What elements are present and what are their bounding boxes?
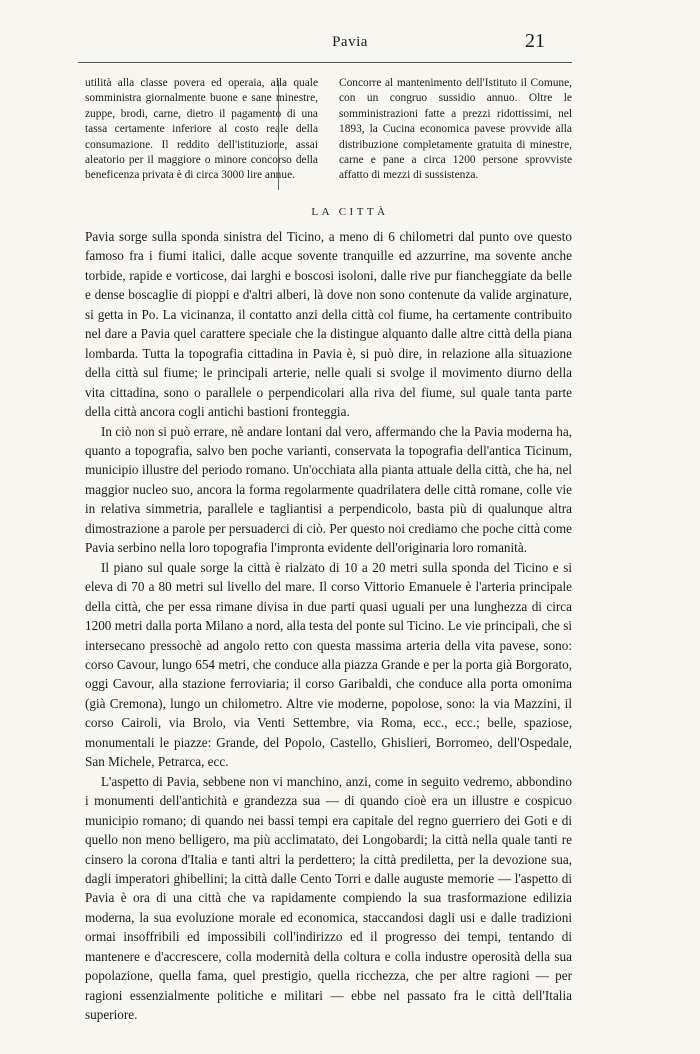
body-paragraph: Pavia sorge sulla sponda sinistra del Ticino, a meno di 6 chilometri dal punto ove questo famoso fra i fiumi italici, dalle acque sovente tranquille ed azzurrine, ma sovente anche torbide, rapide e vorticose, dai larghi e boscosi isoloni, dalle rive pur fiancheggiate da belle e dense boscaglie di pioppi e d'altri alberi, là dove non sono contenute da valide arginature, si getta in Po. La vicinanza, il contatto anzi della città col fiume, ha certamente contribuito nel dare a Pavia quel carattere speciale che la distingue alquanto dalle altre città della piana lombarda. Tutta la topografia cittadina in Pavia è, si può dire, in relazione alla situazione della città sul fiume; le principali arterie, nelle quali si svolge il movimento diurno della vita cittadina, sono o parallele o perpendicolari alla riva del fiume, sul quale tanta parte della città ancora cogli antichi bastioni fronteggia. (85, 229, 572, 420)
intro-right-column: Concorre al mantenimento dell'Istituto il Comune, con un congruo sussidio annuo. Oltre le somministrazioni fatte a prezzi ridottissimi, nel 1893, la Cucina economica pavese provvide alla distribuzione completamente gratuita di minestre, carne e pane a circa 1200 persone sprovviste affatto di mezzi di sussistenza. (339, 77, 572, 182)
running-title: Pavia (332, 34, 368, 50)
section-title: LA CITTÀ (311, 206, 389, 218)
section-body (85, 227, 572, 1025)
page-number: 21 (525, 30, 545, 52)
body-paragraph: L'aspetto di Pavia, sebbene non vi manchino, anzi, come in seguito vedremo, abbondino i monumenti dell'antichità e grandezza sua — di quando cioè era un illustre e cospicuo municipio romano; di quando nei bassi tempi era capitale del regno guerriero dei Goti e di quello non meno belligero, ma più acclimatato, dei Longobardi; la città nella quale tanti re cinsero la corona d'Italia e tanti altri la perdettero; la città prediletta, per la devozione sua, dagli imperatori ghibellini; la città dalle Cento Torri e dalle auguste memorie — l'aspetto di Pavia è ora di una città che va rapidamente compiendo la sua trasformazione edilizia moderna, la sua evoluzione morale ed economica, staccandosi dagli usi e dalle tradizioni ormai insoffribili ed impossibili coll'indirizzo ed il progresso dei tempi, tentando di mantenere e d'accrescere, colla modernità della coltura e colla industre operosità della sua popolazione, quella fama, quel prestigio, quella ricchezza, che per altre ragioni — per ragioni essenzialmente politiche e militari — ebbe nel passato fra le città dell'Italia superiore. (85, 773, 572, 1023)
intro-left-column: utilità alla classe povera ed operaia, alla quale somministra giornalmente buone e sane minestre, zuppe, brodi, carne, dietro il pagamento di una tassa certamente inferiore al costo reale della consumazione. Il reddito dell'istituzione, assai aleatorio per il maggiore o minore concorso della beneficenza privata è di circa 3000 lire annue. (85, 77, 318, 182)
body-paragraph: In ciò non si può errare, nè andare lontani dal vero, affermando che la Pavia moderna ha, quanto a topografia, salvo ben poche varianti, conservata la topografia dell'antica Ticinum, municipio illustre del periodo romano. Un'occhiata alla pianta attuale della città, che ha, nel maggior nucleo suo, ancora la forma regolarmente quadrilatera delle città romane, colle vie in relativa simmetria, parallele e tagliantisi a perpendicolo, basta più di qualunque altra dimostrazione a parole per persuaderci di ciò. Per questo noi crediamo che poche città come Pavia serbino nella loro topografia l'impronta evidente dell'originaria loro romanità. (85, 423, 572, 556)
body-paragraph: Il piano sul quale sorge la città è rialzato di 10 a 20 metri sulla sponda del Ticino e si eleva di 70 a 80 metri sul livello del mare. Il corso Vittorio Emanuele è l'arteria principale della città, che per essa rimane divisa in due parti quasi uguali per una lunghezza di circa 1200 metri dalla porta Milano a nord, alla testa del ponte sul Ticino. Le vie principali, che si intersecano pressochè ad angolo retto con questa massima arteria della vita pavese, sono: corso Cavour, lungo 654 metri, che conduce alla piazza Grande e per la porta già Borgorato, oggi Cavour, alla stazione ferroviaria; il corso Garibaldi, che conduce alla porta omonima (già Cremona), lungo un chilometro. Altre vie moderne, popolose, sono: la via Mazzini, il corso Cairoli, via Brolo, via Venti Settembre, via Roma, ecc., ecc.; belle, spaziose, monumentali le piazze: Grande, del Popolo, Castello, Ghislieri, Borromeo, dell'Ospedale, San Michele, Petrarca, ecc. (85, 559, 572, 770)
header-rule (78, 62, 572, 63)
intro-columns (85, 76, 572, 184)
column-divider (278, 80, 279, 190)
